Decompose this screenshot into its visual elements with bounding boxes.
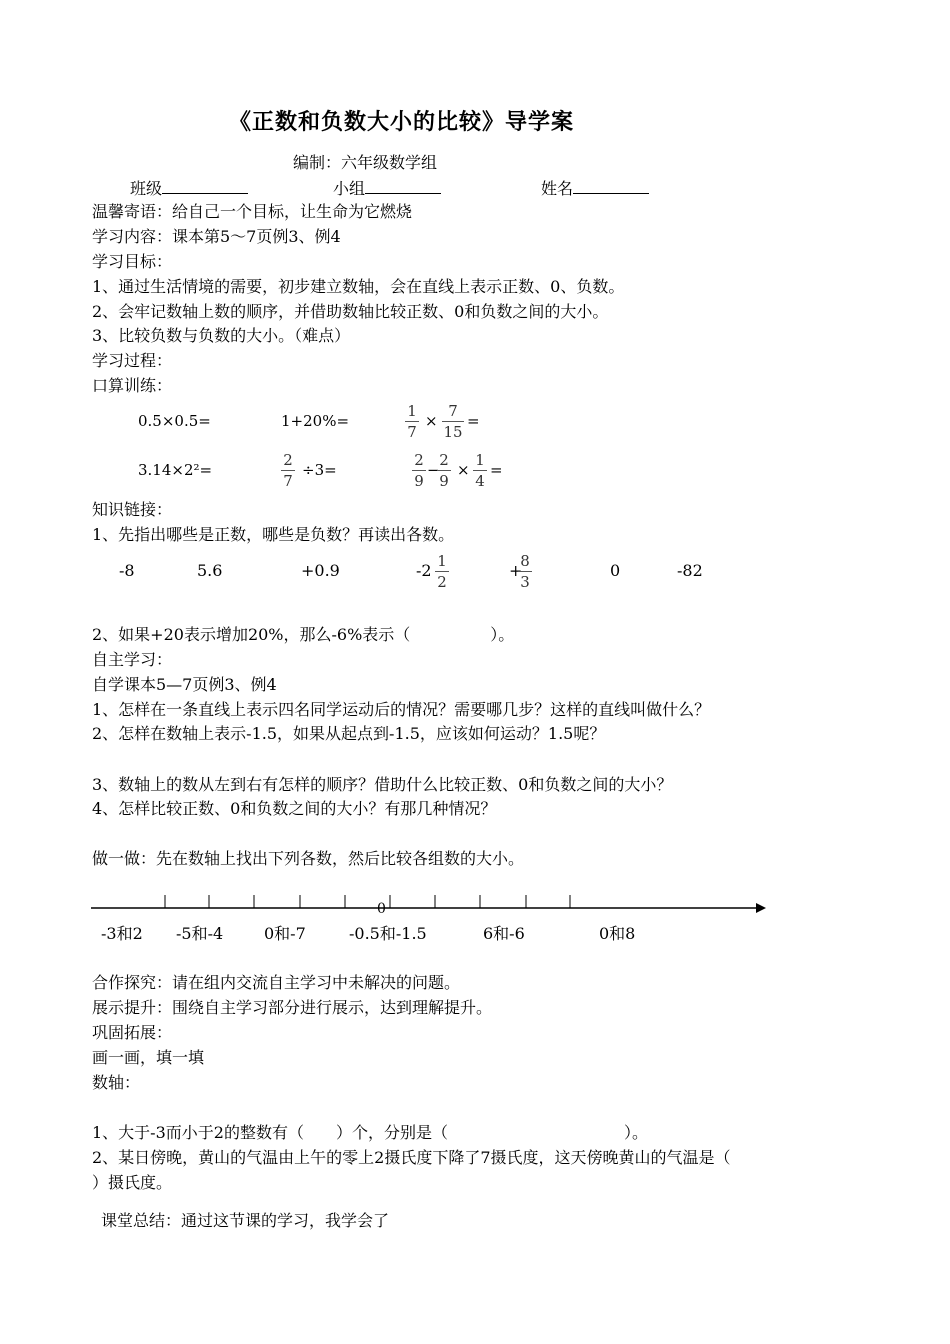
cooperation-section: 合作探究：请在组内交流自主学习中未解决的问题。 [92, 973, 461, 992]
exercise-2-line-1: 2、某日傍晚，黄山的气温由上午的零上2摄氏度下降了7摄氏度，这天傍晚黄山的气温是（ [92, 1148, 731, 1167]
name-blank[interactable] [573, 177, 649, 194]
do-it-instruction: 做一做：先在数轴上找出下列各数，然后比较各组数的大小。 [92, 849, 525, 868]
self-study-heading: 自主学习： [92, 650, 173, 669]
mixed-number-whole: -2 [416, 561, 432, 580]
link-question-2: 2、如果+20表示增加20%，那么-6%表示（ ）。 [92, 625, 515, 644]
fraction-numerator: 8 [520, 552, 530, 570]
study-content: 学习内容：课本第5～7页例3、例4 [92, 227, 341, 246]
number-item: +0.9 [301, 561, 340, 580]
fraction-numerator: 1 [437, 552, 447, 570]
compare-pair: -3和2 [101, 924, 143, 943]
exercise-2-line-2: ）摄氏度。 [92, 1173, 173, 1192]
self-study-question: 3、数轴上的数从左到右有怎样的顺序？借助什么比较正数、0和负数之间的大小？ [92, 775, 673, 794]
compare-pair: 0和8 [599, 924, 636, 943]
operator: × [425, 412, 438, 430]
fraction-denominator: 7 [407, 423, 417, 441]
process-heading: 学习过程： [92, 351, 173, 370]
link-question-1: 1、先指出哪些是正数，哪些是负数？再读出各数。 [92, 525, 455, 544]
oral-heading: 口算训练： [92, 376, 173, 395]
page-title: 《正数和负数大小的比较》导学案 [229, 109, 575, 135]
number-item: -8 [119, 561, 135, 580]
goal-item: 1、通过生活情境的需要，初步建立数轴，会在直线上表示正数、0、负数。 [92, 277, 625, 296]
number-sign: + [509, 561, 523, 580]
oral-expr-2: 1+20%= [281, 412, 350, 430]
group-blank[interactable] [365, 177, 441, 194]
draw-fill-instruction: 画一画，填一填 [92, 1048, 205, 1067]
goal-item: 3、比较负数与负数的大小。（难点） [92, 326, 351, 345]
fraction-numerator: 2 [283, 451, 293, 469]
fraction [437, 451, 451, 490]
goal-item: 2、会牢记数轴上数的顺序，并借助数轴比较正数、0和负数之间的大小。 [92, 302, 609, 321]
group-label: 小组 [333, 179, 366, 198]
exercise-1: 1、大于-3而小于2的整数有（ ）个，分别是（ ）。 [92, 1123, 648, 1142]
fraction [405, 402, 419, 441]
class-summary: 课堂总结：通过这节课的学习，我学会了 [101, 1211, 390, 1230]
fraction-denominator: 15 [443, 423, 463, 441]
name-field [541, 177, 649, 199]
number-item: -82 [677, 561, 703, 580]
oral-expr-5-rest: ÷3= [302, 461, 337, 479]
fraction-denominator: 4 [475, 472, 485, 490]
class-blank[interactable] [162, 177, 248, 194]
equals: = [490, 461, 503, 479]
number-item: 0 [610, 561, 621, 580]
number-line [88, 890, 772, 920]
fraction-denominator: 3 [520, 573, 530, 591]
name-label: 姓名 [541, 179, 574, 198]
self-study-question: 2、怎样在数轴上表示-1.5，如果从起点到-1.5，应该如何运动？1.5呢？ [92, 724, 606, 743]
operator: × [457, 461, 470, 479]
axis-zero-label: 0 [377, 901, 386, 917]
class-field [130, 177, 248, 199]
author-line: 编制：六年级数学组 [293, 153, 438, 172]
number-item: 5.6 [197, 561, 223, 580]
compare-pair: 6和-6 [483, 924, 525, 943]
fraction [442, 402, 464, 441]
mixed-number-fraction [435, 552, 449, 591]
fraction-denominator: 9 [414, 472, 424, 490]
fraction-denominator: 7 [283, 472, 293, 490]
fraction-numerator: 7 [448, 402, 458, 420]
goals-heading: 学习目标： [92, 252, 173, 271]
self-study-question: 1、怎样在一条直线上表示四名同学运动后的情况？需要哪几步？这样的直线叫做什么？ [92, 700, 711, 719]
motto: 温馨寄语：给自己一个目标，让生命为它燃烧 [92, 202, 413, 221]
fraction-numerator: 2 [414, 451, 424, 469]
class-label: 班级 [130, 179, 163, 198]
oral-expr-4: 3.14×2²= [138, 461, 213, 479]
fraction-denominator: 9 [439, 472, 449, 490]
presentation-section: 展示提升：围绕自主学习部分进行展示，达到理解提升。 [92, 998, 493, 1017]
group-field [333, 177, 441, 199]
fraction [473, 451, 487, 490]
self-study-intro: 自学课本5—7页例3、例4 [92, 675, 277, 694]
fraction-numerator: 1 [475, 451, 485, 469]
equals: = [467, 412, 480, 430]
compare-pair: 0和-7 [264, 924, 306, 943]
compare-pair: -0.5和-1.5 [349, 924, 427, 943]
fraction [412, 451, 426, 490]
self-study-question: 4、怎样比较正数、0和负数之间的大小？有那几种情况？ [92, 799, 497, 818]
link-heading: 知识链接： [92, 500, 173, 519]
number-line-label: 数轴： [92, 1073, 141, 1092]
fraction-numerator: 1 [407, 402, 417, 420]
fraction [281, 451, 295, 490]
operator: − [427, 461, 440, 479]
fraction-numerator: 2 [439, 451, 449, 469]
consolidate-heading: 巩固拓展： [92, 1023, 173, 1042]
oral-expr-1: 0.5×0.5= [138, 412, 211, 430]
fraction-denominator: 2 [437, 573, 447, 591]
fraction [518, 552, 532, 591]
compare-pair: -5和-4 [176, 924, 224, 943]
